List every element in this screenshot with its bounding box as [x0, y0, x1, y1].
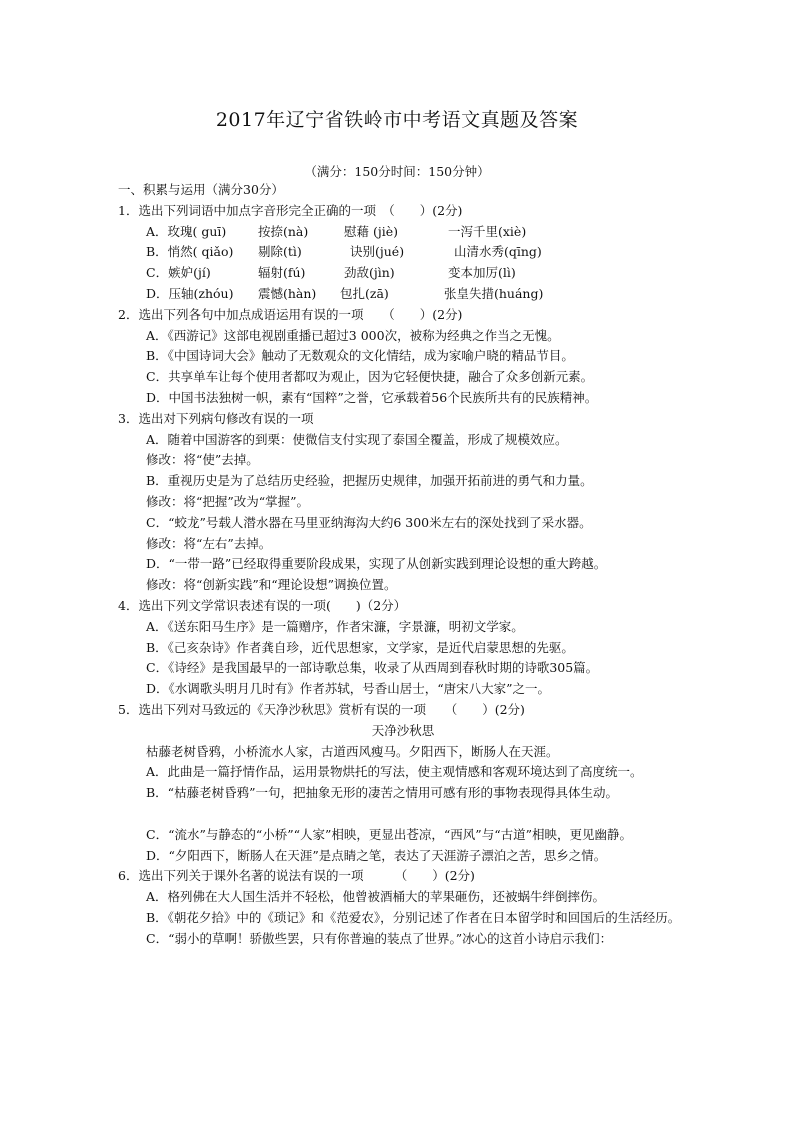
section-heading: 一、积累与运用（满分30分） [118, 182, 284, 197]
question-1-option-d [118, 284, 688, 305]
question-2-stem: 2．选出下列各句中加点成语运用有误的一项 （ ）(2分) [118, 306, 463, 322]
exam-body [118, 180, 688, 949]
question-4-option-c: C．《诗经》是我国最早的一部诗歌总集，收录了从西周到春秋时期的诗歌305篇。 [146, 660, 599, 676]
option-item: 张皇失措(huáng) [444, 285, 544, 301]
question-1-stem: 1．选出下列词语中加点字音形完全正确的一项 （ ）(2分) [118, 202, 463, 218]
question-2-option-b: B．《中国诗词大会》触动了无数观众的文化情结，成为家喻户晓的精品节目。 [146, 348, 574, 364]
question-1-option-a [118, 222, 688, 243]
question-3-option-d: D．“一带一路”已经取得重要阶段成果，实现了从创新实践到理论设想的重大跨越。 [146, 556, 607, 572]
option-item: B．悄然( qiǎo) [146, 244, 234, 260]
option-item: 变本加厉(lì) [448, 265, 516, 281]
option-item: 慰藉 (jiè) [344, 223, 398, 239]
question-3-fix-a: 修改：将“使”去掉。 [146, 452, 259, 468]
blank-line [118, 804, 688, 825]
question-3-stem: 3．选出对下列病句修改有误的一项 [118, 410, 314, 426]
option-item: 震憾(hàn) [258, 285, 317, 301]
option-item: 诀别(jué) [350, 244, 405, 260]
question-6-option-c: C．“弱小的草啊！骄傲些罢，只有你普遍的装点了世界。”冰心的这首小诗启示我们： [146, 930, 613, 946]
question-3-fix-c: 修改：将“左右”去掉。 [146, 535, 272, 551]
option-item: 劲敌(jìn) [344, 265, 395, 281]
question-2-option-c: C．共享单车让每个使用者都叹为观止，因为它轻便快捷，融合了众多创新元素。 [146, 369, 594, 385]
question-2-option-d: D．中国书法独树一帜，素有“国粹”之誉，它承载着56个民族所共有的民族精神。 [146, 389, 598, 405]
question-6-option-a: A．格列佛在大人国生活并不轻松，他曾被酒桶大的苹果砸伤，还被蜗牛绊倒摔伤。 [146, 889, 606, 905]
question-3-fix-b: 修改：将“把握”改为“掌握”。 [146, 493, 310, 509]
question-5-stem: 5．选出下列对马致远的《天净沙秋思》赏析有误的一项 （ ）(2分) [118, 701, 525, 717]
question-4-option-d: D．《水调歌头明月几时有》作者苏轼，号香山居士，“唐宋八大家”之一。 [146, 681, 551, 697]
question-5-option-a: A．此曲是一篇抒情作品，运用景物烘托的写法，使主观情感和客观环境达到了高度统一。 [146, 764, 643, 780]
question-3-fix-d: 修改：将“创新实践”和“理论设想”调换位置。 [146, 577, 397, 593]
option-item: 按捺(nà) [258, 223, 309, 239]
option-item: 剔除(tì) [258, 244, 302, 260]
question-6-option-b: B．《朝花夕拾》中的《琐记》和《范爱农》，分别记述了作者在日本留学时和回国后的生活经历。 [146, 909, 681, 925]
question-4-option-b: B．《己亥杂诗》作者龚自珍，近代思想家，文学家，是近代启蒙思想的先驱。 [146, 639, 574, 655]
question-2-option-a: A．《西游记》这部电视剧重播已超过3 000次，被称为经典之作当之无愧。 [146, 327, 560, 343]
option-item: 山清水秀(qīng) [454, 244, 542, 260]
question-5-option-d: D．“夕阳西下，断肠人在天涯”是点睛之笔，表达了天涯游子漂泊之苦，思乡之情。 [146, 847, 607, 863]
option-item: A．玫瑰( guī) [146, 223, 227, 239]
option-item: D．压轴(zhóu) [146, 285, 234, 301]
option-item: 辐射(fú) [258, 265, 306, 281]
question-5-option-b: B．“枯藤老树昏鸦”一句，把抽象无形的凄苦之情用可感有形的事物表现得具体生动。 [146, 785, 618, 801]
question-4-stem: 4．选出下列文学常识表述有误的一项( )（2分） [118, 597, 407, 613]
question-5-option-c: C．“流水”与静态的“小桥”“人家”相映，更显出苍凉，“西风”与“古道”相映，更见幽静。 [146, 826, 632, 842]
poem-text: 枯藤老树昏鸦，小桥流水人家，古道西风瘦马。夕阳西下，断肠人在天涯。 [146, 743, 559, 759]
page-title: 2017年辽宁省铁岭市中考语文真题及答案 [215, 109, 579, 131]
page-subtitle: （满分：150分时间：150分钟） [304, 164, 490, 179]
question-1-option-b [118, 242, 688, 263]
option-item: 包扎(zā) [340, 285, 389, 301]
poem-title: 天净沙秋思 [371, 722, 435, 738]
question-3-option-b: B．重视历史是为了总结历史经验，把握历史规律，加强开拓前进的勇气和力量。 [146, 473, 593, 489]
option-item: 一泻千里(xiè) [448, 223, 527, 239]
question-3-option-c: C．“蛟龙”号载人潜水器在马里亚纳海沟大约6 300米左右的深处找到了采水器。 [146, 514, 592, 530]
option-item: C．嫉妒(jí) [146, 265, 211, 281]
question-1-option-c [118, 263, 688, 284]
question-3-option-a: A．随着中国游客的到栗：使微信支付实现了泰国全覆盖，形成了规模效应。 [146, 431, 568, 447]
question-6-stem: 6．选出下列关于课外名著的说法有误的一项 （ ）(2分) [118, 868, 475, 884]
question-4-option-a: A．《送东阳马生序》是一篇赠序，作者宋濂，字景濂，明初文学家。 [146, 618, 524, 634]
